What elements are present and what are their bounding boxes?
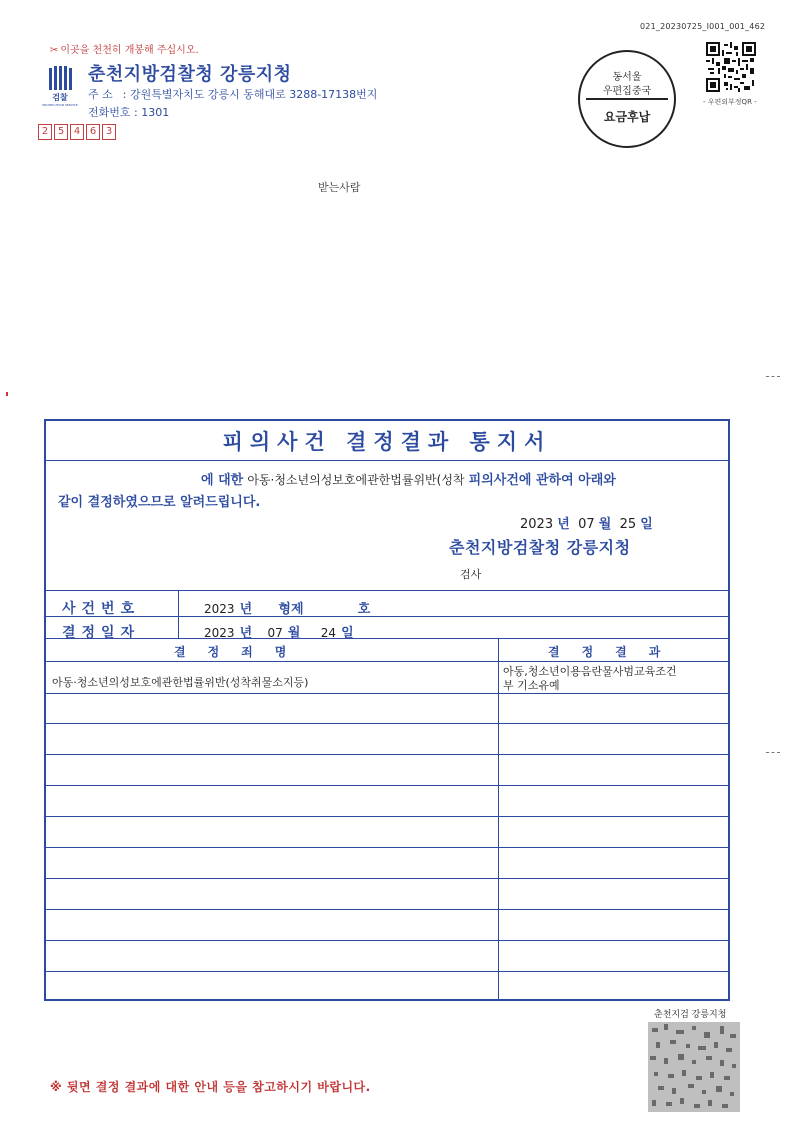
- notice-date: [520, 513, 653, 532]
- document-id: 021_20230725_I001_001_462: [640, 22, 766, 31]
- postal-digit: 6: [86, 124, 100, 140]
- table-row-line: [46, 847, 728, 848]
- scissors-icon: ✂: [50, 45, 59, 56]
- issuer-name: 춘천지방검찰청 강릉지청: [449, 538, 631, 557]
- table-row-line: [46, 971, 728, 972]
- address-value: 강원특별자치도 강릉시 동해대로 3288-17138번지: [129, 88, 378, 101]
- decision-day: 24: [320, 626, 337, 640]
- table-row-line: [46, 816, 728, 817]
- margin-mark: [6, 392, 8, 396]
- postmark-line1: 동서울: [612, 72, 642, 83]
- table-border: [178, 590, 179, 638]
- decision-day-unit: 일: [341, 626, 354, 641]
- sender-org-name: 춘천지방검찰청 강릉지청: [88, 64, 292, 85]
- prosecutor-label: 검사: [460, 568, 482, 581]
- table-border: [46, 590, 728, 591]
- postal-digit: 3: [102, 124, 116, 140]
- case-number-value: [204, 598, 370, 617]
- case-type: 형제: [278, 602, 304, 617]
- note-mark: ※: [50, 1080, 63, 1094]
- logo-subtext: PROSECUTION SERVICE: [42, 103, 78, 107]
- case-number-unit: 호: [357, 602, 371, 617]
- case-year: 2023: [204, 602, 235, 616]
- decision-date-value: [204, 622, 354, 641]
- postmark-line3: 요금후납: [603, 110, 651, 124]
- table-row-line: [46, 940, 728, 941]
- case-number-label: 사건번호: [62, 601, 141, 617]
- table-row-line: [46, 878, 728, 879]
- table-row-line: [46, 723, 728, 724]
- col-header-result: 결정결과: [548, 645, 683, 659]
- row-charge: 아동·청소년의성보호에관한법률위반(성착취물소지등): [52, 676, 309, 689]
- case-year-unit: 년: [239, 602, 253, 617]
- notice-paragraph-line1: [201, 469, 616, 488]
- recipient-label: 받는사람: [318, 181, 361, 194]
- tear-notice: [50, 41, 199, 56]
- official-seal-icon: [648, 1022, 740, 1112]
- postal-digit: 5: [54, 124, 68, 140]
- notice-paragraph-line2: 같이 결정하였으므로 알려드립니다.: [58, 495, 261, 510]
- table-border: [46, 638, 728, 639]
- decision-date-label: 결정일자: [62, 625, 141, 641]
- postal-code-boxes: [38, 124, 116, 140]
- postmark-stamp: [578, 50, 676, 148]
- seal-label: 춘천지검 강릉지청: [654, 1010, 727, 1020]
- decision-month: 07: [267, 626, 283, 640]
- fold-mark: [766, 376, 780, 377]
- date-month: 07: [578, 517, 595, 532]
- charge-inline: 아동·청소년의성보호에관한법률위반(성착: [247, 473, 465, 487]
- address-label: 주 소: [88, 88, 113, 101]
- date-year: 2023: [520, 517, 554, 532]
- table-border: [46, 616, 728, 617]
- footer-note: [50, 1078, 371, 1095]
- table-row-line: [46, 754, 728, 755]
- date-day: 25: [619, 517, 637, 532]
- row-result-line2: 부 기소유예: [503, 679, 560, 692]
- sender-address: 주 소 : 강원특별자치도 강릉시 동해대로 3288-17138번지: [88, 88, 378, 101]
- col-header-charge: 결정죄명: [174, 645, 309, 659]
- table-row-line: [46, 909, 728, 910]
- logo-text: 검찰: [52, 93, 68, 102]
- title-divider: [46, 460, 728, 461]
- postal-digit: 2: [38, 124, 52, 140]
- table-border: [46, 661, 728, 662]
- date-month-unit: 월: [598, 517, 612, 532]
- form-title: 피의사건 결정결과 통지서: [222, 430, 552, 454]
- sender-phone: 전화번호 : 1301: [88, 106, 170, 119]
- phone-value: 1301: [141, 106, 170, 119]
- phone-label: 전화번호: [88, 106, 131, 119]
- prosecution-logo-icon: [42, 66, 78, 107]
- table-row-line: [46, 785, 728, 786]
- decision-year-unit: 년: [239, 626, 253, 641]
- qr-caption: - 우편외부정QR -: [703, 98, 757, 106]
- tear-notice-text: 이곳을 천천히 개봉해 주십시오.: [60, 45, 199, 56]
- para-rest: 피의사건에 관하여 아래와: [468, 473, 616, 488]
- decision-month-unit: 월: [287, 626, 301, 641]
- notice-form: [44, 419, 730, 1001]
- table-row-line: [46, 693, 728, 694]
- para-lead: 에 대한: [201, 473, 244, 488]
- date-day-unit: 일: [640, 517, 653, 532]
- fold-mark: [766, 752, 780, 753]
- postal-digit: 4: [70, 124, 84, 140]
- postmark-line2: 우편집중국: [602, 86, 652, 97]
- qr-code-icon: [706, 42, 756, 92]
- decision-year: 2023: [204, 626, 235, 640]
- date-year-unit: 년: [557, 517, 570, 532]
- note-text: 뒷면 결정 결과에 대한 안내 등을 참고하시기 바랍니다.: [66, 1080, 371, 1094]
- row-result-line1: 아동,청소년이용음란물사범교육조건: [503, 665, 677, 678]
- postmark-divider: [586, 98, 668, 100]
